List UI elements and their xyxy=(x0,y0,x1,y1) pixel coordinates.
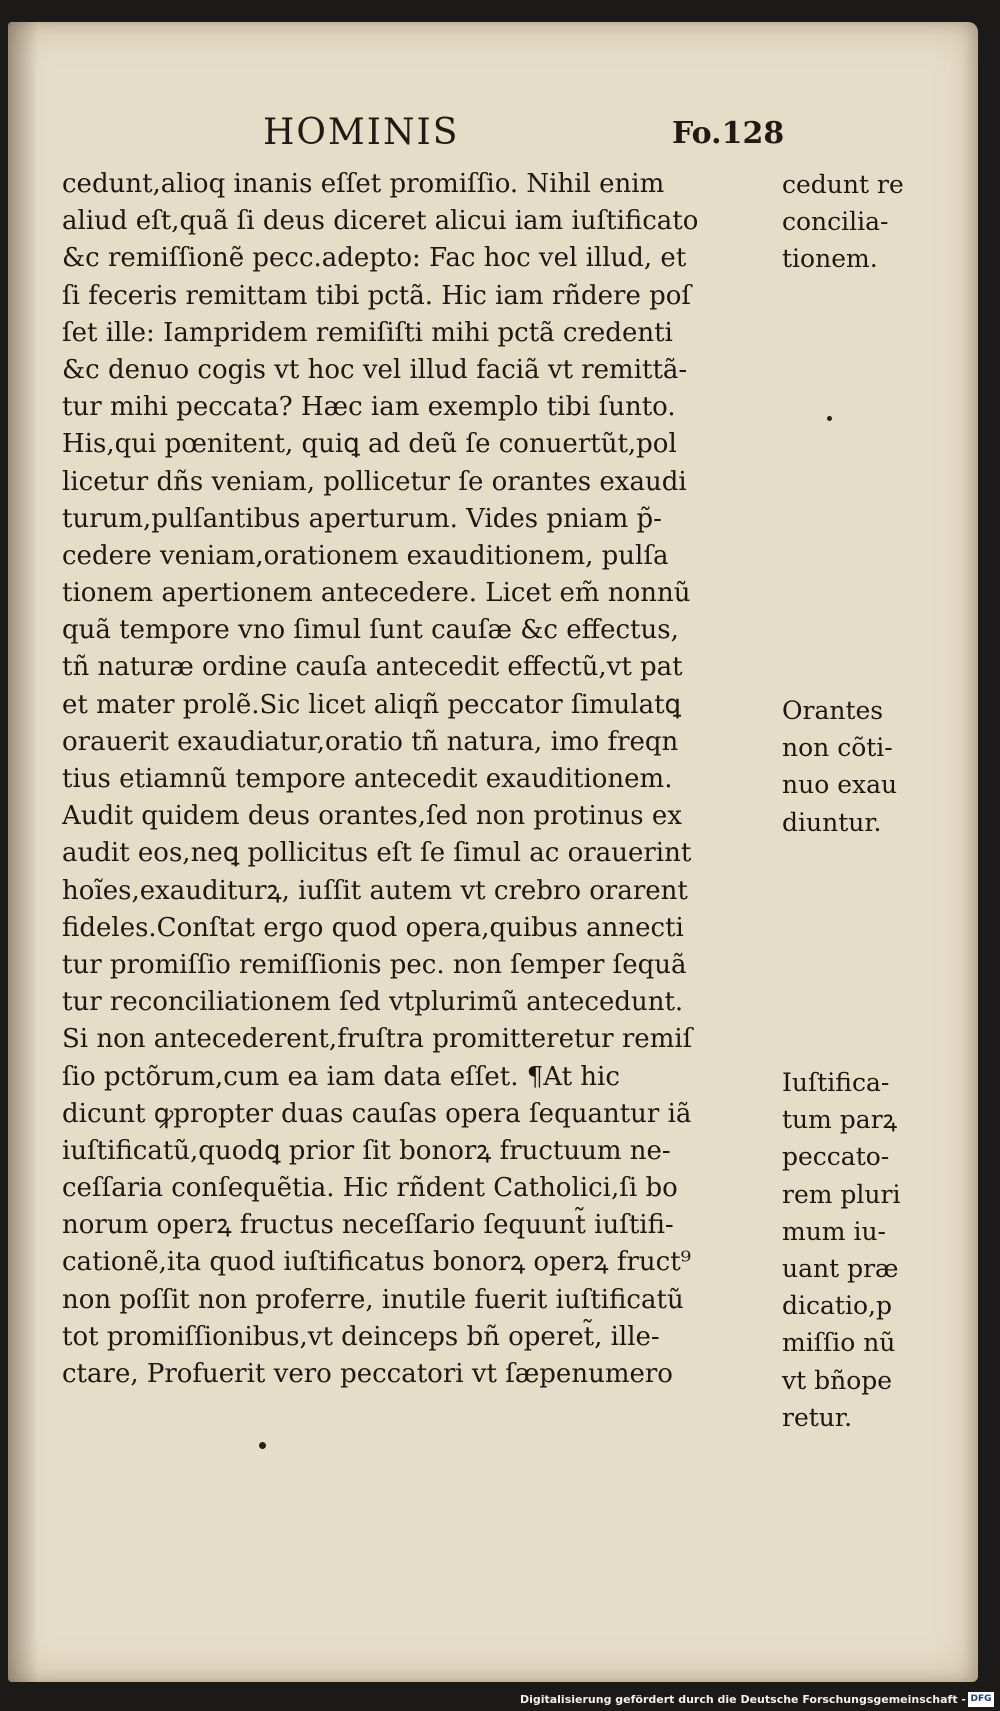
text-line: ſi feceris remittam tibi pctã. Hic iam rñdere poſ xyxy=(62,280,692,311)
text-line: ctare, Profuerit vero peccatori vt ſæpenumero xyxy=(62,1359,673,1389)
running-head-title: HOMINIS xyxy=(263,112,460,153)
margin-note-line: concilia- xyxy=(782,207,889,237)
margin-note-line: tionem. xyxy=(782,244,878,274)
text-line: tur promiſſio remiſſionis pec. non ſemper ſequã xyxy=(62,949,687,980)
margin-note-1 xyxy=(782,166,922,278)
text-line: fideles.Conſtat ergo quod opera,quibus annecti xyxy=(62,912,684,943)
text-line: turum,pulſantibus aperturum. Vides pniam p̃- xyxy=(62,503,662,534)
text-line: Audit quidem deus orantes,ſed non protinus ex xyxy=(62,801,682,832)
margin-note-line: mum iu- xyxy=(782,1216,887,1246)
digitization-credit: Digitalisierung gefördert durch die Deutsche Forschungsgemeinschaft - xyxy=(519,1693,966,1706)
margin-note-line: peccato- xyxy=(782,1142,890,1172)
margin-note-3 xyxy=(782,1064,922,1436)
text-line: &c remiſſionẽ pecc.adepto: Fac hoc vel illud, et xyxy=(62,243,687,274)
text-line: tius etiamnũ tempore antecedit exauditionem. xyxy=(62,764,673,794)
folio-number: Fo.128 xyxy=(672,116,785,151)
text-line: cationẽ,ita quod iuſtificatus bonorꝝ operꝝ fruct⁹ xyxy=(62,1247,692,1278)
text-line: aliud eſt,quã ſi deus diceret alicui iam iuſtificato xyxy=(62,206,699,237)
dfg-logo: DFG xyxy=(968,1692,994,1707)
text-line: ceſſaria conſequẽtia. Hic rñdent Catholici,ſi bo xyxy=(62,1173,678,1204)
text-line: licetur dñs veniam, pollicetur ſe orantes exaudi xyxy=(62,466,687,497)
text-line: orauerit exaudiatur,oratio tñ natura, imo freqn xyxy=(62,726,679,757)
margin-note-line: diuntur. xyxy=(782,807,882,837)
text-line: ſet ille: Iampridem remiſiſti mihi pctã credenti xyxy=(62,317,673,348)
margin-note-line: dicatio,p xyxy=(782,1291,892,1321)
text-line: norum operꝝ fructus neceſſario ſequunt̃ iuſtifi- xyxy=(62,1210,674,1241)
text-line: His,qui pœnitent, quiꝗ ad deũ ſe conuertũt,pol xyxy=(62,429,677,460)
text-line: audit eos,neꝗ pollicitus eſt ſe ſimul ac orauerint xyxy=(62,838,692,869)
running-head xyxy=(0,112,1000,158)
text-line: quã tempore vno ſimul ſunt cauſæ &c effectus, xyxy=(62,615,679,646)
margin-note-line: cedunt re xyxy=(782,170,904,199)
margin-note-line: non cõti- xyxy=(782,733,893,763)
text-line: tot promiſſionibus,vt deinceps bñ operet̃, ille- xyxy=(62,1321,660,1352)
text-line: et mater prolẽ.Sic licet aliqñ peccator ſimulatꝗ xyxy=(62,689,682,720)
signature-mark xyxy=(259,1442,266,1449)
margin-note-line: Orantes xyxy=(782,696,884,725)
text-line: hoĩes,exauditurꝝ, iuſſit autem vt crebro orarent xyxy=(62,875,688,906)
text-line: tionem apertionem antecedere. Licet em̃ nonnũ xyxy=(62,578,691,609)
margin-note-2 xyxy=(782,692,922,841)
margin-note-line: nuo exau xyxy=(782,770,898,800)
text-line: dicunt ꝙpropter duas cauſas opera ſequantur iã xyxy=(62,1098,692,1129)
text-line: cedunt,alioq inanis eſſet promiſſio. Nihil enim xyxy=(62,169,665,199)
text-line: tñ naturæ ordine cauſa antecedit effectũ,vt pat xyxy=(62,652,683,683)
margin-note-line: Iuſtifica- xyxy=(782,1068,890,1097)
text-line: ſio pctõrum,cum ea iam data eſſet. ¶At hic xyxy=(62,1061,620,1092)
margin-note-line: vt bñope xyxy=(782,1365,893,1395)
text-line: tur mihi peccata? Hæc iam exemplo tibi ſunto. xyxy=(62,392,676,423)
margin-note-line: miſſio nũ xyxy=(782,1328,896,1358)
page-gutter-shadow xyxy=(8,22,38,1682)
text-line: non poſſit non proferre, inutile fuerit iuſtificatũ xyxy=(62,1284,684,1315)
text-line: &c denuo cogis vt hoc vel illud faciã vt remittã- xyxy=(62,354,688,385)
text-line: tur reconciliationem ſed vtplurimũ antecedunt. xyxy=(62,987,684,1018)
margin-note-line: retur. xyxy=(782,1402,853,1432)
main-text-block xyxy=(62,166,774,1393)
text-line: Si non antecederent,fruſtra promitteretur remiſ xyxy=(62,1024,693,1055)
text-line: iuſtificatũ,quodꝗ prior ſit bonorꝝ fructuum ne- xyxy=(62,1135,671,1166)
margin-note-line: rem pluri xyxy=(782,1179,901,1209)
ink-speck xyxy=(827,416,832,421)
text-line: cedere veniam,orationem exauditionem, pulſa xyxy=(62,540,669,571)
margin-note-line: tum parꝝ xyxy=(782,1105,898,1135)
margin-note-line: uant præ xyxy=(782,1253,899,1283)
